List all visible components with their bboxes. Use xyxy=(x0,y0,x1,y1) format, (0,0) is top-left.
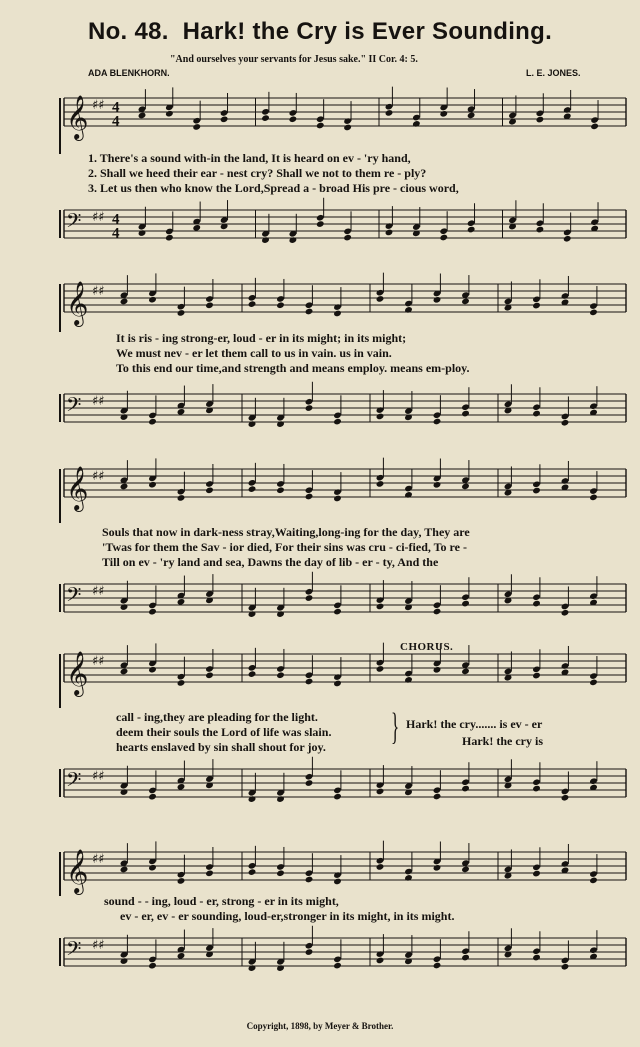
note-head xyxy=(148,608,157,616)
lyric-line: To this end our time,and strength and means employ. means em-ploy. xyxy=(116,361,470,375)
note-head xyxy=(376,665,385,673)
note-head xyxy=(305,948,314,956)
note-head xyxy=(177,309,186,317)
note-head xyxy=(467,112,476,120)
note-head xyxy=(461,954,470,962)
time-signature-icon: 4 xyxy=(112,225,120,242)
lyric-line: Souls that now in dark-ness stray,Waiting,long-ing for the day, They are xyxy=(102,525,470,539)
note-head xyxy=(333,680,342,688)
treble-staff-system-4 xyxy=(0,640,640,708)
note-head xyxy=(248,670,257,678)
note-head xyxy=(433,793,442,801)
note-head xyxy=(532,870,541,878)
note-head xyxy=(563,235,572,243)
note-head xyxy=(343,124,352,132)
note-head xyxy=(120,603,129,611)
lyric-line: 1. There's a sound with-in the land, It is heard on ev - 'ry hand, xyxy=(88,151,411,165)
note-head xyxy=(276,301,285,309)
note-head xyxy=(305,404,314,412)
treble-clef-icon: 𝄞 xyxy=(66,466,89,510)
note-head xyxy=(376,603,385,611)
note-head xyxy=(276,486,285,494)
note-head xyxy=(561,963,570,971)
note-head xyxy=(461,866,470,874)
note-head xyxy=(276,420,285,428)
lyric-line: It is ris - ing strong-er, loud - er in its might; in its might; xyxy=(116,331,407,345)
note-head xyxy=(192,123,201,131)
bass-clef-icon: 𝄢 xyxy=(66,583,82,611)
note-head xyxy=(148,962,157,970)
note-head xyxy=(248,795,257,803)
note-head xyxy=(120,788,129,796)
note-head xyxy=(261,236,270,244)
time-signature-icon: 4 xyxy=(112,211,120,228)
treble-staff-system-5 xyxy=(0,838,640,896)
key-signature-icon: ♯♯ xyxy=(92,938,105,954)
note-head xyxy=(177,408,186,416)
note-head xyxy=(343,234,352,242)
note-head xyxy=(316,122,325,130)
note-head xyxy=(467,226,476,234)
note-head xyxy=(532,785,541,793)
note-head xyxy=(404,491,413,499)
note-head xyxy=(305,308,314,316)
key-signature-icon: ♯♯ xyxy=(92,584,105,600)
note-head xyxy=(333,608,342,616)
note-head xyxy=(305,876,314,884)
copyright-notice: Copyright, 1898, by Meyer & Brother. xyxy=(246,1021,394,1031)
note-head xyxy=(433,296,442,304)
note-head xyxy=(439,234,448,242)
note-head xyxy=(376,788,385,796)
note-head xyxy=(376,957,385,965)
note-head xyxy=(177,877,186,885)
hymn-title xyxy=(0,18,640,46)
note-head xyxy=(589,877,598,885)
note-head xyxy=(205,672,214,680)
note-head xyxy=(333,310,342,318)
hymn-number: No. 48. xyxy=(87,18,169,45)
note-head xyxy=(461,298,470,306)
note-head xyxy=(248,420,257,428)
note-head xyxy=(248,485,257,493)
note-head xyxy=(590,123,599,131)
chorus-lyric-line: Hark! the cry....... is ev - er xyxy=(406,717,543,731)
key-signature-icon: ♯♯ xyxy=(92,284,105,300)
hymn-title-text: Hark! the Cry is Ever Sounding. xyxy=(182,18,553,45)
key-signature-icon: ♯♯ xyxy=(92,394,105,410)
time-signature-icon: 4 xyxy=(112,99,120,116)
key-signature-icon: ♯♯ xyxy=(92,469,105,485)
note-head xyxy=(376,295,385,303)
note-head xyxy=(148,481,157,489)
note-head xyxy=(205,302,214,310)
note-head xyxy=(532,410,541,418)
note-head xyxy=(192,224,201,232)
note-head xyxy=(177,598,186,606)
note-head xyxy=(532,600,541,608)
note-head xyxy=(404,676,413,684)
note-head xyxy=(165,234,174,242)
note-head xyxy=(177,783,186,791)
lyric-line: hearts enslaved by sin shall shout for joy. xyxy=(116,740,326,754)
note-head xyxy=(289,115,298,123)
note-head xyxy=(461,410,470,418)
note-head xyxy=(276,671,285,679)
note-head xyxy=(376,480,385,488)
note-head xyxy=(248,300,257,308)
note-head xyxy=(220,116,229,124)
chorus-lyric-line: Hark! the cry is xyxy=(462,734,543,748)
verse-brace: } xyxy=(391,706,400,748)
note-head xyxy=(536,226,545,234)
note-head xyxy=(589,494,598,502)
treble-staff-system-1 xyxy=(0,84,640,154)
note-head xyxy=(276,610,285,618)
lyric-line: 2. Shall we heed their ear - nest cry? Shall we not to them re - ply? xyxy=(88,166,427,180)
note-head xyxy=(120,413,129,421)
note-head xyxy=(148,296,157,304)
note-head xyxy=(433,864,442,872)
note-head xyxy=(177,494,186,502)
note-head xyxy=(205,870,214,878)
note-head xyxy=(433,481,442,489)
bass-clef-icon: 𝄢 xyxy=(66,768,82,796)
note-head xyxy=(138,112,147,120)
note-head xyxy=(120,483,129,491)
treble-clef-icon: 𝄞 xyxy=(66,95,89,139)
lyric-line: call - ing,they are pleading for the light. xyxy=(116,710,318,724)
bass-staff-system-5 xyxy=(0,924,640,986)
note-head xyxy=(177,679,186,687)
note-head xyxy=(261,114,270,122)
note-head xyxy=(532,672,541,680)
bass-staff-system-3 xyxy=(0,570,640,632)
lyric-line: 'Twas for them the Sav - ior died, For their sins was cru - ci-fied, To re - xyxy=(102,540,467,554)
note-head xyxy=(536,116,545,124)
chorus-label: CHORUS. xyxy=(400,641,454,653)
note-head xyxy=(248,964,257,972)
note-head xyxy=(589,309,598,317)
treble-clef-icon: 𝄞 xyxy=(66,651,89,695)
note-head xyxy=(532,302,541,310)
lyricist-credit: ADA BLENKHORN. xyxy=(88,68,170,78)
note-head xyxy=(248,868,257,876)
note-head xyxy=(148,418,157,426)
note-head xyxy=(404,874,413,882)
note-head xyxy=(433,962,442,970)
note-head xyxy=(385,229,394,237)
note-head xyxy=(305,779,314,787)
note-head xyxy=(439,110,448,118)
note-head xyxy=(165,110,174,118)
bass-staff-system-4 xyxy=(0,755,640,825)
note-head xyxy=(316,220,325,228)
bass-clef-icon: 𝄢 xyxy=(66,937,82,965)
note-head xyxy=(412,120,421,128)
note-head xyxy=(305,594,314,602)
note-head xyxy=(333,495,342,503)
note-head xyxy=(561,794,570,802)
note-head xyxy=(385,109,394,117)
note-head xyxy=(148,666,157,674)
lyric-line: sound - - ing, loud - er, strong - er in its might, xyxy=(104,894,339,908)
note-head xyxy=(205,487,214,495)
lyric-line: Till on ev - 'ry land and sea, Dawns the day of lib - er - ty, And the xyxy=(102,555,439,569)
composer-credit: L. E. JONES. xyxy=(526,68,581,78)
note-head xyxy=(333,793,342,801)
treble-staff-system-3 xyxy=(0,455,640,523)
note-head xyxy=(376,413,385,421)
treble-staff-system-2 xyxy=(0,270,640,332)
note-head xyxy=(461,483,470,491)
note-head xyxy=(433,608,442,616)
time-signature-icon: 4 xyxy=(112,113,120,130)
lyric-line: 3. Let us then who know the Lord,Spread a - broad His pre - cious word, xyxy=(88,181,459,195)
note-head xyxy=(120,866,129,874)
note-head xyxy=(276,795,285,803)
key-signature-icon: ♯♯ xyxy=(92,769,105,785)
note-head xyxy=(248,610,257,618)
note-head xyxy=(120,957,129,965)
note-head xyxy=(433,666,442,674)
key-signature-icon: ♯♯ xyxy=(92,852,105,868)
note-head xyxy=(305,678,314,686)
note-head xyxy=(305,493,314,501)
treble-clef-icon: 𝄞 xyxy=(66,281,89,325)
note-head xyxy=(138,229,147,237)
note-head xyxy=(289,236,298,244)
key-signature-icon: ♯♯ xyxy=(92,210,105,226)
epigraph: "And ourselves your servants for Jesus sake." II Cor. 4: 5. xyxy=(170,54,418,65)
note-head xyxy=(120,298,129,306)
bass-clef-icon: 𝄢 xyxy=(66,209,82,237)
lyric-line: We must nev - er let them call to us in vain. us in vain. xyxy=(116,346,392,360)
note-head xyxy=(461,668,470,676)
note-head xyxy=(276,869,285,877)
bass-staff-system-1 xyxy=(0,196,640,256)
lyric-line: deem their souls the Lord of life was slain. xyxy=(116,725,332,739)
note-head xyxy=(177,952,186,960)
treble-clef-icon: 𝄞 xyxy=(66,849,89,893)
bass-staff-system-2 xyxy=(0,380,640,442)
note-head xyxy=(589,679,598,687)
note-head xyxy=(433,418,442,426)
note-head xyxy=(561,609,570,617)
key-signature-icon: ♯♯ xyxy=(92,654,105,670)
note-head xyxy=(461,785,470,793)
lyric-line: ev - er, ev - er sounding, loud-er,stronger in its might, in its might. xyxy=(120,909,455,923)
note-head xyxy=(148,793,157,801)
note-head xyxy=(333,418,342,426)
note-head xyxy=(561,419,570,427)
note-head xyxy=(333,878,342,886)
note-head xyxy=(333,962,342,970)
note-head xyxy=(532,954,541,962)
note-head xyxy=(276,964,285,972)
note-head xyxy=(376,863,385,871)
note-head xyxy=(148,864,157,872)
note-head xyxy=(461,600,470,608)
note-head xyxy=(404,306,413,314)
key-signature-icon: ♯♯ xyxy=(92,98,105,114)
note-head xyxy=(120,668,129,676)
bass-clef-icon: 𝄢 xyxy=(66,393,82,421)
note-head xyxy=(532,487,541,495)
